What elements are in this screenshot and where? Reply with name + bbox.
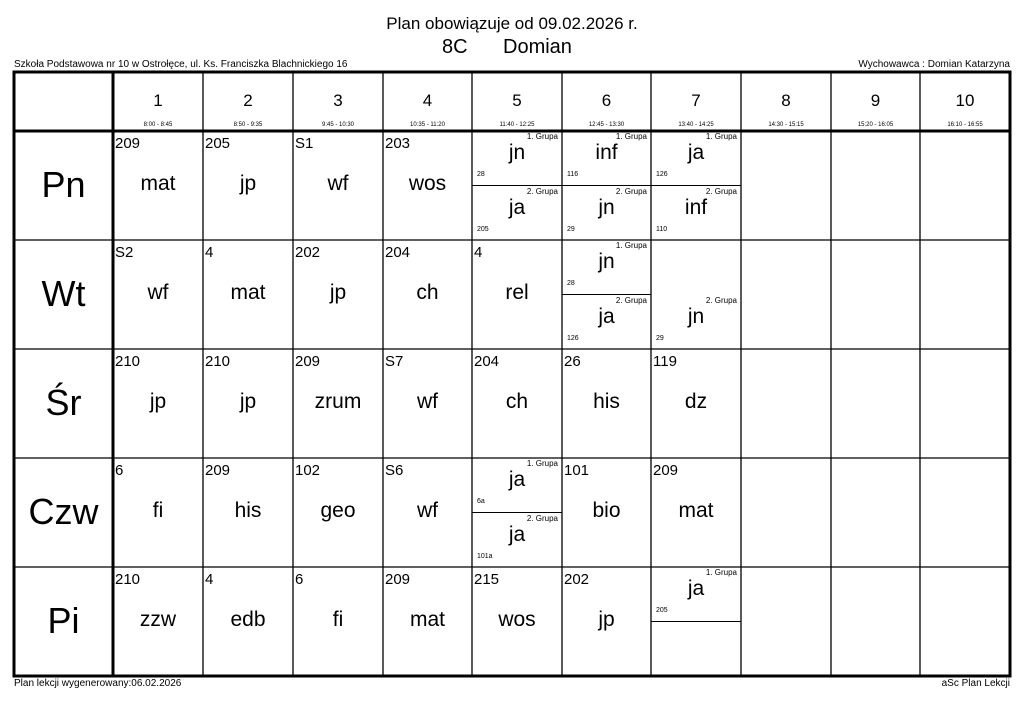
homeroom-teacher: Wychowawca : Domian Katarzyna <box>858 59 1010 70</box>
subject: jp <box>598 608 615 631</box>
subject: mat <box>678 499 714 522</box>
period-time: 9:45 - 10:30 <box>321 122 355 128</box>
room-number: 101 <box>564 462 590 479</box>
lesson-cell <box>203 458 293 567</box>
room-number: 215 <box>474 571 500 588</box>
period-time: 16:10 - 16:55 <box>947 122 983 128</box>
group-label: 1. Grupa <box>705 568 737 577</box>
subject: jn <box>598 250 615 273</box>
subject: ja <box>687 141 705 164</box>
lesson-cell <box>383 131 472 240</box>
lesson-cell <box>472 458 562 567</box>
subject: zzw <box>139 608 177 631</box>
room-number: 210 <box>115 353 141 370</box>
group-lesson <box>472 131 562 186</box>
room-number: 126 <box>656 171 668 178</box>
room-number: 203 <box>385 135 411 152</box>
lesson-cell <box>383 567 472 676</box>
page-title: Plan obowiązuje od 09.02.2026 r. <box>386 14 638 33</box>
room-number: 209 <box>653 462 679 479</box>
lesson-cell <box>203 567 293 676</box>
group-label: 2. Grupa <box>615 186 647 196</box>
subject: his <box>234 499 262 522</box>
group-lesson <box>651 186 741 241</box>
room-number: 126 <box>567 334 579 342</box>
period-time: 14:30 - 15:15 <box>768 122 804 128</box>
subject: jp <box>329 281 347 304</box>
subject: wos <box>408 172 447 195</box>
room-number: 110 <box>656 225 668 233</box>
period-number: 2 <box>243 91 253 110</box>
subject: edb <box>230 608 266 631</box>
room-number: 209 <box>205 462 231 479</box>
period-time: 10:35 - 11:20 <box>410 122 445 128</box>
subject: zrum <box>314 390 362 413</box>
subject: ch <box>505 390 529 413</box>
subject: jp <box>239 390 257 413</box>
class-label: 8C <box>442 36 468 58</box>
subject: jn <box>598 195 615 219</box>
lesson-cell <box>651 567 741 676</box>
room-number: 210 <box>205 353 231 370</box>
group-lesson <box>651 131 741 186</box>
day-label: Pn <box>41 164 86 205</box>
lesson-cell <box>113 131 203 240</box>
lesson-cell <box>562 567 651 676</box>
room-number: 6a <box>477 498 485 505</box>
room-number: 4 <box>474 244 483 261</box>
school-name: Szkoła Podstawowa nr 10 w Ostrołęce, ul. Ks. Franciszka Blachnickiego 16 <box>14 59 348 70</box>
room-number: S2 <box>115 244 134 261</box>
subject: ja <box>508 522 526 546</box>
room-number: S6 <box>385 462 404 479</box>
subject: wf <box>327 172 349 195</box>
day-label: Czw <box>28 491 99 532</box>
group-lesson <box>562 240 651 295</box>
room-number: 4 <box>205 571 214 588</box>
subject: ch <box>416 281 439 304</box>
group-label: 1. Grupa <box>526 459 558 468</box>
group-label: 2. Grupa <box>526 186 558 196</box>
group-lesson <box>562 186 651 241</box>
room-number: 202 <box>564 571 590 588</box>
group-label: 2. Grupa <box>615 295 647 305</box>
subject: jn <box>687 304 705 328</box>
room-number: 101a <box>477 552 493 560</box>
lesson-cell <box>562 131 651 240</box>
period-number: 5 <box>512 91 522 110</box>
room-number: 6 <box>115 462 124 479</box>
group-label: 2. Grupa <box>526 513 558 523</box>
subject: inf <box>684 195 708 219</box>
lesson-cell <box>383 240 472 349</box>
room-number: 205 <box>477 225 489 233</box>
subject: ja <box>598 304 615 328</box>
period-time: 12:45 - 13:30 <box>588 122 625 128</box>
room-number: 205 <box>656 607 668 614</box>
lesson-cell <box>651 458 741 567</box>
subject: fi <box>152 499 164 522</box>
lesson-cell <box>472 349 562 458</box>
teacher-name: Domian <box>503 36 572 58</box>
lesson-cell <box>113 567 203 676</box>
day-label: Wt <box>41 273 86 314</box>
lesson-cell <box>203 349 293 458</box>
period-time: 8:00 - 8:45 <box>143 122 173 128</box>
lesson-cell <box>113 240 203 349</box>
group-lesson <box>651 295 741 350</box>
group-lesson <box>472 513 562 568</box>
group-label: 1. Grupa <box>705 132 737 141</box>
room-number: 102 <box>295 462 321 479</box>
lesson-cell <box>562 349 651 458</box>
lesson-cell <box>383 458 472 567</box>
group-lesson <box>562 295 651 350</box>
period-number: 4 <box>422 91 433 110</box>
lesson-cell <box>293 240 383 349</box>
lesson-cell <box>293 567 383 676</box>
subject: wf <box>147 281 169 304</box>
lesson-cell <box>203 240 293 349</box>
room-number: 116 <box>567 171 579 178</box>
lesson-cell <box>293 349 383 458</box>
period-number: 10 <box>955 91 975 110</box>
group-lesson <box>651 567 741 622</box>
subject: jp <box>239 172 257 195</box>
period-time: 13:40 - 14:25 <box>678 122 714 128</box>
lesson-cell <box>113 349 203 458</box>
room-number: 204 <box>385 244 411 261</box>
room-number: 210 <box>115 571 141 588</box>
room-number: 29 <box>656 334 664 342</box>
subject: jp <box>149 390 167 413</box>
lesson-cell <box>113 458 203 567</box>
period-number: 7 <box>691 91 701 110</box>
room-number: 119 <box>653 353 677 370</box>
lesson-cell <box>472 131 562 240</box>
room-number: 28 <box>477 171 485 178</box>
group-lesson <box>472 458 562 513</box>
subject: bio <box>592 499 621 522</box>
lesson-cell <box>651 131 741 240</box>
group-label: 1. Grupa <box>615 241 647 250</box>
group-lesson <box>472 186 562 241</box>
period-time: 8:50 - 9:35 <box>233 122 263 128</box>
room-number: 205 <box>205 135 231 152</box>
subject: wf <box>417 390 438 413</box>
period-number: 3 <box>333 91 343 110</box>
subject: wos <box>498 608 536 631</box>
day-label: Pi <box>47 600 80 641</box>
room-number: 209 <box>115 135 141 152</box>
period-number: 9 <box>870 91 881 110</box>
lesson-cell <box>562 240 651 349</box>
room-number: S7 <box>385 353 404 370</box>
lesson-cell <box>293 458 383 567</box>
subject: geo <box>320 499 356 522</box>
group-label: 2. Grupa <box>705 186 737 196</box>
lesson-cell <box>472 240 562 349</box>
room-number: 6 <box>295 571 304 588</box>
subject: mat <box>409 608 445 631</box>
subject: rel <box>505 281 529 304</box>
subject: ja <box>508 468 526 491</box>
subject: jn <box>508 141 526 164</box>
subject: wf <box>417 499 438 522</box>
room-number: S1 <box>295 135 314 152</box>
subject: ja <box>687 577 705 600</box>
day-label: Śr <box>45 382 82 423</box>
period-number: 1 <box>153 91 163 110</box>
subject: dz <box>684 390 708 413</box>
group-label: 1. Grupa <box>615 132 647 141</box>
subject: inf <box>595 141 618 164</box>
group-label: 1. Grupa <box>526 132 558 141</box>
room-number: 26 <box>564 353 581 370</box>
room-number: 209 <box>385 571 411 588</box>
lesson-cell <box>293 131 383 240</box>
subject: mat <box>230 281 266 304</box>
room-number: 28 <box>567 280 575 287</box>
subject: mat <box>140 172 176 195</box>
room-number: 4 <box>205 244 214 261</box>
generated-date: Plan lekcji wygenerowany:06.02.2026 <box>14 678 182 689</box>
subject: ja <box>508 195 526 219</box>
period-time: 15:20 - 16:05 <box>857 122 894 128</box>
brand-label: aSc Plan Lekcji <box>941 678 1010 689</box>
subject: fi <box>332 608 344 631</box>
period-time: 11:40 - 12:25 <box>499 122 535 128</box>
lesson-cell <box>651 349 741 458</box>
room-number: 202 <box>295 244 321 261</box>
lesson-cell <box>203 131 293 240</box>
subject: his <box>593 390 620 413</box>
lesson-cell <box>383 349 472 458</box>
group-label: 2. Grupa <box>705 295 737 305</box>
room-number: 204 <box>474 353 500 370</box>
period-number: 6 <box>601 91 612 110</box>
lesson-cell <box>562 458 651 567</box>
room-number: 209 <box>295 353 321 370</box>
group-lesson <box>562 131 651 186</box>
lesson-cell <box>651 240 741 349</box>
room-number: 29 <box>567 225 575 233</box>
lesson-cell <box>472 567 562 676</box>
period-number: 8 <box>781 91 791 110</box>
